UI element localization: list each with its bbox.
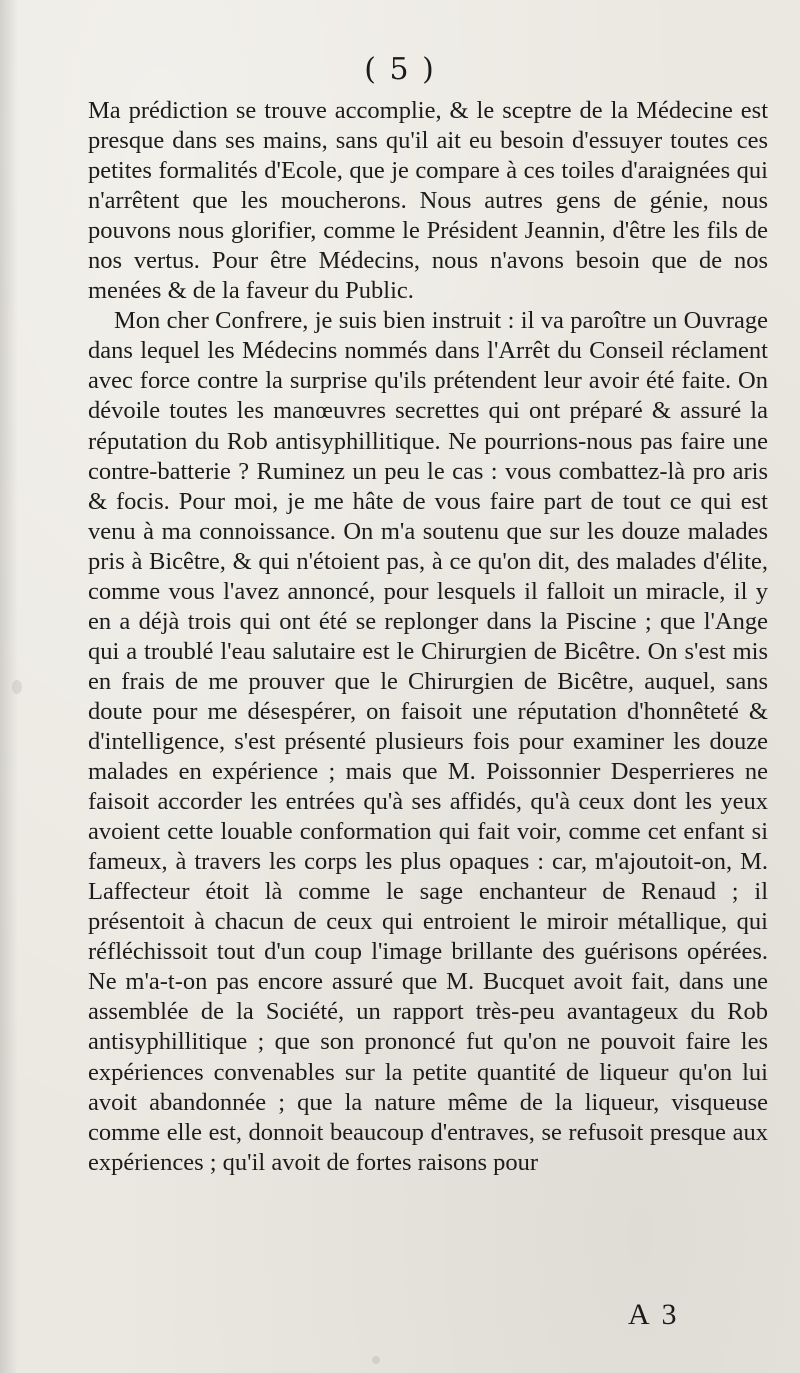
page-number: ( 5 ) <box>364 52 436 87</box>
paragraph: Ma prédiction se trouve accomplie, & le sceptre de la Médecine est presque dans ses mains, sans qu'il ait eu besoin d'essuyer toutes ces petites formalités d'Ecole, que je compare à ces toiles d'araignées qui n'arrêtent que les moucherons. Nous autres gens de génie, nous pouvons nous glorifier, comme le Président Jeannin, d'être les fils de nos vertus. Pour être Médecins, nous n'avons besoin que de nos menées & de la faveur du Public. <box>88 97 768 305</box>
ink-smudge <box>372 1356 380 1364</box>
body-text <box>88 96 768 1178</box>
paragraph: Mon cher Confrere, je suis bien instruit : il va paroître un Ouvrage dans lequel les Médecins nommés dans l'Arrêt du Conseil réclament avec force contre la surprise qu'ils prétendent leur avoir été faite. On dévoile toutes les manœuvres secrettes qui ont préparé & assuré la réputation du Rob antisyphillitique. Ne pourrions-nous pas faire une contre-batterie ? Ruminez un peu le cas : vous combattez-là pro aris & focis. Pour moi, je me hâte de vous faire part de tout ce qui est venu à ma connoissance. On m'a soutenu que sur les douze malades pris à Bicêtre, & qui n'étoient pas, à ce qu'on dit, des malades d'élite, comme vous l'avez annoncé, pour lesquels il falloit un miracle, il y en a déjà trois qui ont été se replonger dans la Piscine ; que l'Ange qui a troublé l'eau salutaire est le Chirurgien de Bicêtre. On s'est mis en frais de me prouver que le Chirurgien de Bicêtre, auquel, sans doute pour me désespérer, on faisoit une réputation d'honnêteté & d'intelligence, s'est présenté plusieurs fois pour examiner les douze malades en expérience ; mais que M. Poissonnier Desperrieres ne faisoit accorder les entrées qu'à ses affidés, qu'à ceux dont les yeux avoient cette louable conformation qui fait voir, comme cet enfant si fameux, à travers les corps les plus opaques : car, m'ajoutoit-on, M. Laffecteur étoit là comme le sage enchanteur de Renaud ; il présentoit à chacun de ceux qui entroient le miroir métallique, qui réfléchissoit tout d'un coup l'image brillante des guérisons opérées. Ne m'a-t-on pas encore assuré que M. Bucquet avoit fait, dans une assemblée de la Société, un rapport très-peu avantageux du Rob antisyphillitique ; que son prononcé fut qu'on ne pouvoit faire les expériences convenables sur la petite quantité de liqueur qu'on lui avoit abandonnée ; que la nature même de la liqueur, visqueuse comme elle est, donnoit beaucoup d'entraves, se refusoit presque aux expériences ; qu'il avoit de fortes raisons pour <box>88 307 768 1176</box>
signature-mark: A 3 <box>628 1298 680 1331</box>
ink-smudge <box>12 680 22 694</box>
